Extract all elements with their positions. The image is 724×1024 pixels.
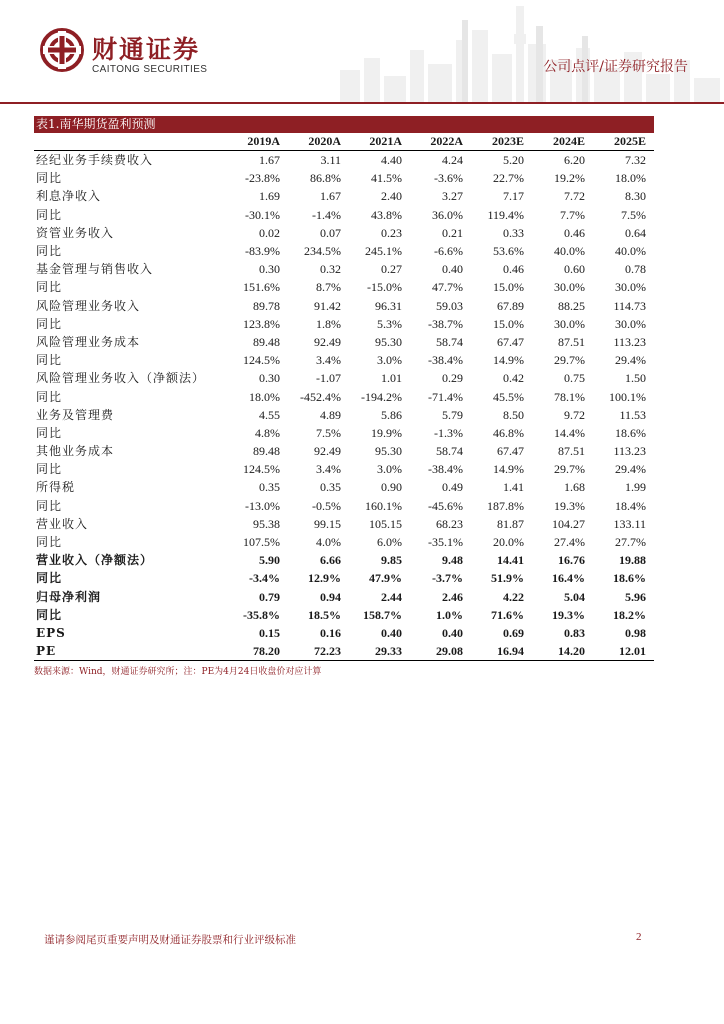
table-cell: 87.51: [558, 444, 585, 459]
table-cell: 4.40: [381, 153, 402, 168]
column-header-label: [34, 133, 227, 151]
page-header: [0, 0, 724, 104]
table-row: [34, 569, 654, 587]
row-label: 归母净利润: [36, 589, 102, 604]
table-cell: 3.11: [320, 153, 341, 168]
table-cell: 67.47: [497, 444, 524, 459]
table-cell: 95.30: [375, 444, 402, 459]
table-cell: 41.5%: [371, 171, 402, 186]
table-cell: 7.17: [503, 189, 524, 204]
table-cell: 0.64: [625, 225, 646, 240]
table-cell: 87.51: [558, 334, 585, 349]
table-cell: 187.8%: [487, 498, 524, 513]
city-skyline-graphic: [330, 0, 724, 102]
table-cell: 5.3%: [377, 316, 402, 331]
table-cell: -13.0%: [245, 498, 280, 513]
table-row: [34, 478, 654, 496]
table-cell: 89.78: [253, 298, 280, 313]
table-cell: 6.66: [320, 553, 341, 568]
table-cell: 0.32: [320, 262, 341, 277]
table-cell: 124.5%: [243, 353, 280, 368]
table-cell: 9.85: [381, 553, 402, 568]
table-cell: 0.30: [259, 371, 280, 386]
table-cell: 86.8%: [310, 171, 341, 186]
row-label: 同比: [36, 571, 63, 586]
table-cell: 18.4%: [615, 498, 646, 513]
row-label: 其他业务成本: [36, 444, 115, 459]
table-cell: 8.30: [625, 189, 646, 204]
table-cell: 5.79: [442, 407, 463, 422]
table-row: [34, 278, 654, 296]
table-row: [34, 588, 654, 606]
table-cell: -23.8%: [245, 171, 280, 186]
table-row: [34, 424, 654, 442]
table-cell: 18.6%: [613, 571, 646, 586]
table-cell: 113.23: [613, 444, 646, 459]
table-cell: 0.42: [503, 371, 524, 386]
table-cell: 133.11: [613, 516, 646, 531]
table-cell: 0.69: [503, 625, 524, 640]
table-cell: 95.38: [253, 516, 280, 531]
table-cell: -1.3%: [434, 425, 463, 440]
table-cell: 16.4%: [552, 571, 585, 586]
table-cell: 1.8%: [316, 316, 341, 331]
caitong-logo-icon: [40, 28, 84, 72]
row-label: 业务及管理费: [36, 407, 115, 422]
row-label: PE: [34, 642, 227, 661]
table-cell: 0.79: [259, 589, 280, 604]
table-cell: 2.46: [442, 589, 463, 604]
table-cell: 0.46: [503, 262, 524, 277]
table-cell: -3.7%: [432, 571, 463, 586]
table-cell: -83.9%: [245, 244, 280, 259]
table-cell: -38.4%: [428, 353, 463, 368]
table-cell: 58.74: [436, 334, 463, 349]
table-cell: 46.8%: [493, 425, 524, 440]
table-cell: 4.8%: [255, 425, 280, 440]
table-cell: 7.5%: [621, 207, 646, 222]
table-cell: 1.41: [503, 480, 524, 495]
table-cell: 6.20: [564, 153, 585, 168]
table-row: [34, 351, 654, 369]
page-number: 2: [636, 931, 642, 943]
table-cell: 67.47: [497, 334, 524, 349]
table-cell: 7.32: [625, 153, 646, 168]
row-label: 营业收入: [36, 516, 89, 531]
table-cell: 40.0%: [615, 244, 646, 259]
table-row: [34, 369, 654, 387]
table-cell: -3.4%: [249, 571, 280, 586]
table-cell: 1.99: [625, 480, 646, 495]
table-cell: 16.76: [558, 553, 585, 568]
table-cell: 245.1%: [365, 244, 402, 259]
table-cell: 7.7%: [560, 207, 585, 222]
table-cell: 18.2%: [613, 607, 646, 622]
row-label: 同比: [36, 498, 63, 513]
row-label: 经纪业务手续费收入: [36, 153, 154, 168]
table-row: [34, 442, 654, 460]
brand-name-en: CAITONG SECURITIES: [92, 64, 208, 75]
table-cell: 1.01: [381, 371, 402, 386]
report-type-label: 公司点评/证券研究报告: [543, 59, 688, 75]
table-cell: 18.0%: [615, 171, 646, 186]
row-label: 同比: [36, 207, 63, 222]
table-cell: 0.02: [259, 225, 280, 240]
table-cell: 19.9%: [371, 425, 402, 440]
table-cell: 30.0%: [554, 316, 585, 331]
table-cell: 0.23: [381, 225, 402, 240]
row-label: EPS: [36, 625, 66, 640]
table-row: [34, 333, 654, 351]
table-cell: -35.8%: [243, 607, 280, 622]
table-cell: 0.40: [442, 625, 463, 640]
table-cell: 4.24: [442, 153, 463, 168]
table-cell: 0.33: [503, 225, 524, 240]
table-cell: 0.78: [625, 262, 646, 277]
table-cell: -1.4%: [312, 207, 341, 222]
table-cell: 29.33: [349, 642, 410, 661]
table-cell: 72.23: [288, 642, 349, 661]
table-row: [34, 515, 654, 533]
table-cell: -38.4%: [428, 462, 463, 477]
table-cell: 53.6%: [493, 244, 524, 259]
table-cell: 0.83: [564, 625, 585, 640]
table-cell: 29.7%: [554, 353, 585, 368]
table-row: [34, 606, 654, 624]
table-cell: 8.50: [503, 407, 524, 422]
table-cell: 30.0%: [615, 316, 646, 331]
table-cell: -45.6%: [428, 498, 463, 513]
table-cell: 158.7%: [363, 607, 402, 622]
table-cell: 96.31: [375, 298, 402, 313]
table-cell: -0.5%: [312, 498, 341, 513]
earnings-forecast-table: [34, 133, 654, 661]
table-cell: 92.49: [314, 444, 341, 459]
table-cell: 0.46: [564, 225, 585, 240]
table-cell: 11.53: [619, 407, 646, 422]
table-cell: -30.1%: [245, 207, 280, 222]
table-cell: 3.4%: [316, 462, 341, 477]
header-divider: [0, 102, 724, 104]
table-cell: 20.0%: [493, 535, 524, 550]
table-cell: 0.90: [381, 480, 402, 495]
table-cell: 99.15: [314, 516, 341, 531]
brand-name-cn: 财通证券: [92, 35, 201, 64]
table-cell: 124.5%: [243, 462, 280, 477]
table-cell: 0.07: [320, 225, 341, 240]
table-cell: 1.68: [564, 480, 585, 495]
table-row: [34, 151, 654, 170]
row-label: 同比: [36, 535, 63, 550]
table-cell: 4.22: [503, 589, 524, 604]
table-cell: 88.25: [558, 298, 585, 313]
column-header-year: 2019A: [227, 133, 288, 151]
table-cell: -3.6%: [434, 171, 463, 186]
table-cell: 0.15: [259, 625, 280, 640]
row-label: 同比: [36, 353, 63, 368]
table-cell: 6.0%: [377, 535, 402, 550]
table-row: [34, 624, 654, 642]
table-row: [34, 533, 654, 551]
table-cell: 47.7%: [432, 280, 463, 295]
table-cell: 1.69: [259, 189, 280, 204]
row-label: 同比: [36, 462, 63, 477]
table-cell: 40.0%: [554, 244, 585, 259]
table-cell: 0.40: [381, 625, 402, 640]
column-header-year: 2023E: [471, 133, 532, 151]
table-cell: 3.0%: [377, 462, 402, 477]
row-label: 利息净收入: [36, 189, 102, 204]
table-cell: 15.0%: [493, 280, 524, 295]
row-label: 营业收入（净额法）: [36, 553, 154, 568]
table-cell: 0.21: [442, 225, 463, 240]
row-label: 同比: [36, 389, 63, 404]
row-label: 资管业务收入: [36, 225, 115, 240]
column-header-year: 2025E: [593, 133, 654, 151]
row-label: 同比: [36, 607, 63, 622]
table-cell: 47.9%: [369, 571, 402, 586]
table-cell: 18.5%: [308, 607, 341, 622]
table-cell: 91.42: [314, 298, 341, 313]
row-label: 所得税: [36, 480, 76, 495]
table-cell: 18.0%: [249, 389, 280, 404]
table-cell: 0.75: [564, 371, 585, 386]
table-cell: -194.2%: [361, 389, 402, 404]
table-cell: 81.87: [497, 516, 524, 531]
table-cell: 5.96: [625, 589, 646, 604]
table-cell: 19.88: [619, 553, 646, 568]
table-cell: 15.0%: [493, 316, 524, 331]
table-cell: 0.35: [259, 480, 280, 495]
table-cell: 1.0%: [436, 607, 463, 622]
table-cell: 113.23: [613, 334, 646, 349]
table-cell: -6.6%: [434, 244, 463, 259]
row-label: 同比: [36, 280, 63, 295]
table-cell: 0.16: [320, 625, 341, 640]
table-cell: 9.48: [442, 553, 463, 568]
table-cell: 8.7%: [316, 280, 341, 295]
table-cell: 59.03: [436, 298, 463, 313]
table-cell: 151.6%: [243, 280, 280, 295]
table-cell: 2.40: [381, 189, 402, 204]
table-cell: 5.04: [564, 589, 585, 604]
table-cell: 0.30: [259, 262, 280, 277]
row-label: 风险管理业务成本: [36, 334, 141, 349]
table-cell: 43.8%: [371, 207, 402, 222]
table-row: [34, 169, 654, 187]
table-cell: 3.4%: [316, 353, 341, 368]
table-cell: 19.3%: [552, 607, 585, 622]
table-cell: 104.27: [552, 516, 585, 531]
table-cell: 45.5%: [493, 389, 524, 404]
table-cell: 0.60: [564, 262, 585, 277]
table-cell: 0.49: [442, 480, 463, 495]
table-cell: 36.0%: [432, 207, 463, 222]
table-cell: 105.15: [369, 516, 402, 531]
table-cell: 107.5%: [243, 535, 280, 550]
table-cell: 4.55: [259, 407, 280, 422]
table-title: 表1.南华期货盈利预测: [34, 116, 654, 133]
column-header-year: 2022A: [410, 133, 471, 151]
table-cell: 3.27: [442, 189, 463, 204]
table-row: [34, 460, 654, 478]
table-row: [34, 497, 654, 515]
table-cell: 1.50: [625, 371, 646, 386]
table-cell: 68.23: [436, 516, 463, 531]
row-label: 基金管理与销售收入: [36, 262, 154, 277]
table-cell: 19.2%: [554, 171, 585, 186]
table-cell: 92.49: [314, 334, 341, 349]
table-row: [34, 642, 654, 661]
table-cell: 5.20: [503, 153, 524, 168]
table-cell: 14.9%: [493, 353, 524, 368]
table-cell: 0.27: [381, 262, 402, 277]
table-cell: 5.90: [259, 553, 280, 568]
table-cell: 12.01: [593, 642, 654, 661]
row-label: 风险管理业务收入（净额法）: [36, 371, 206, 386]
table-cell: 29.4%: [615, 353, 646, 368]
table-cell: 7.5%: [316, 425, 341, 440]
table-cell: 0.35: [320, 480, 341, 495]
table-cell: 2.44: [381, 589, 402, 604]
table-cell: 14.4%: [554, 425, 585, 440]
table-cell: 29.4%: [615, 462, 646, 477]
footer-disclaimer: 谨请参阅尾页重要声明及财通证券股票和行业评级标准: [44, 934, 296, 946]
column-header-year: 2021A: [349, 133, 410, 151]
table-cell: 27.7%: [615, 535, 646, 550]
table-cell: 78.1%: [554, 389, 585, 404]
table-row: [34, 187, 654, 205]
table-cell: 71.6%: [491, 607, 524, 622]
table-row: [34, 206, 654, 224]
column-header-year: 2024E: [532, 133, 593, 151]
table-cell: 119.4%: [487, 207, 524, 222]
table-cell: 123.8%: [243, 316, 280, 331]
table-row: [34, 242, 654, 260]
table-cell: 12.9%: [308, 571, 341, 586]
table-cell: 29.08: [410, 642, 471, 661]
table-cell: 14.20: [532, 642, 593, 661]
table-cell: 16.94: [471, 642, 532, 661]
table-cell: 1.67: [320, 189, 341, 204]
table-cell: 7.72: [564, 189, 585, 204]
table-cell: 0.94: [320, 589, 341, 604]
table-cell: 114.73: [613, 298, 646, 313]
row-label: 同比: [36, 244, 63, 259]
table-cell: 160.1%: [365, 498, 402, 513]
table-cell: 22.7%: [493, 171, 524, 186]
table-cell: 19.3%: [554, 498, 585, 513]
table-cell: 89.48: [253, 444, 280, 459]
table-row: [34, 224, 654, 242]
table-cell: -71.4%: [428, 389, 463, 404]
table-cell: 100.1%: [609, 389, 646, 404]
column-header-year: 2020A: [288, 133, 349, 151]
table-cell: -35.1%: [428, 535, 463, 550]
table-cell: 1.67: [259, 153, 280, 168]
row-label: 同比: [36, 316, 63, 331]
table-row: [34, 551, 654, 569]
table-cell: 4.89: [320, 407, 341, 422]
table-cell: -1.07: [316, 371, 341, 386]
row-label: 风险管理业务收入: [36, 298, 141, 313]
table-cell: 3.0%: [377, 353, 402, 368]
table-cell: 0.98: [625, 625, 646, 640]
table-cell: -452.4%: [300, 389, 341, 404]
table-row: [34, 260, 654, 278]
table-cell: 58.74: [436, 444, 463, 459]
table-cell: 4.0%: [316, 535, 341, 550]
table-row: [34, 297, 654, 315]
table-cell: 30.0%: [554, 280, 585, 295]
table-cell: -15.0%: [367, 280, 402, 295]
table-cell: 51.9%: [491, 571, 524, 586]
table-cell: 95.30: [375, 334, 402, 349]
table-cell: 89.48: [253, 334, 280, 349]
table-cell: 0.40: [442, 262, 463, 277]
table-cell: 78.20: [227, 642, 288, 661]
table-cell: 30.0%: [615, 280, 646, 295]
table-cell: 5.86: [381, 407, 402, 422]
table-cell: 9.72: [564, 407, 585, 422]
table-cell: 67.89: [497, 298, 524, 313]
table-cell: 0.29: [442, 371, 463, 386]
table-cell: 27.4%: [554, 535, 585, 550]
row-label: 同比: [36, 425, 63, 440]
table-row: [34, 387, 654, 405]
table-cell: 18.6%: [615, 425, 646, 440]
table-cell: 29.7%: [554, 462, 585, 477]
table-cell: -38.7%: [428, 316, 463, 331]
table-cell: 14.9%: [493, 462, 524, 477]
table-row: [34, 406, 654, 424]
table-cell: 234.5%: [304, 244, 341, 259]
table-row: [34, 315, 654, 333]
data-source-note: 数据来源：Wind，财通证券研究所；注：PE为4月24日收盘价对应计算: [34, 667, 322, 677]
table-cell: 14.41: [497, 553, 524, 568]
row-label: 同比: [36, 171, 63, 186]
table-header-row: [34, 133, 654, 151]
